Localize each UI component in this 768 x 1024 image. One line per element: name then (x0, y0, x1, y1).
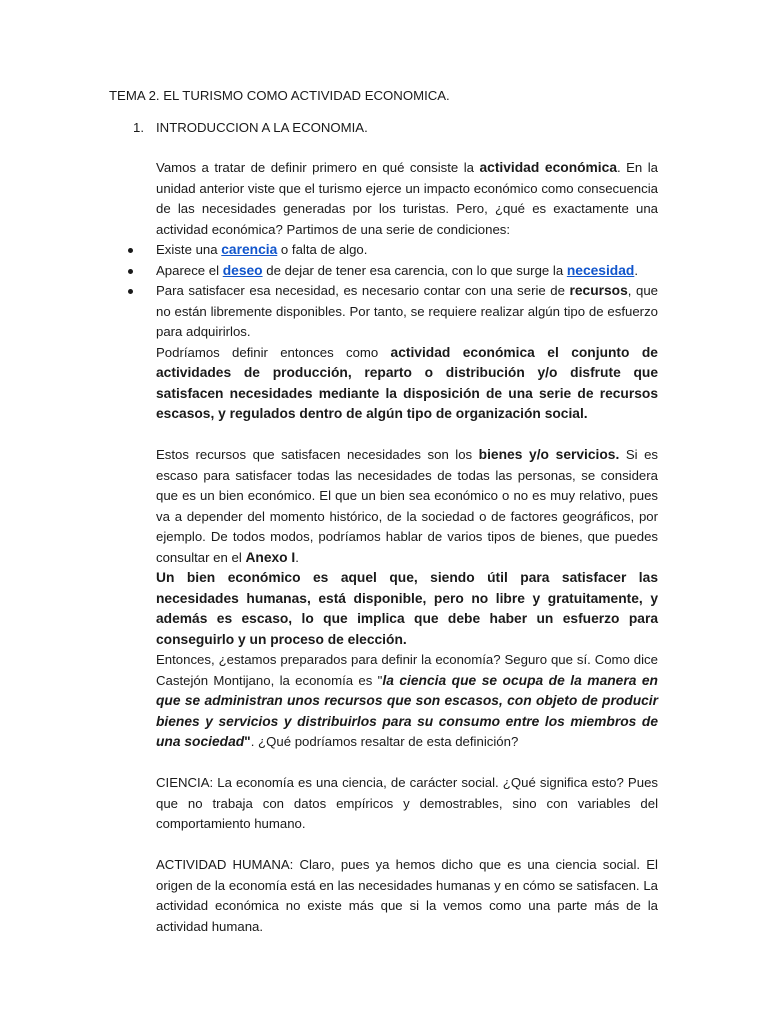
resources-text-3: . (295, 549, 299, 565)
section-heading (133, 118, 368, 138)
economia-paragraph (156, 650, 658, 753)
spacer (156, 835, 658, 856)
economia-text-2: . ¿Qué podríamos resaltar de esta definición? (250, 734, 519, 749)
list-item (156, 281, 658, 343)
intro-text-2: . En la unidad anterior viste que el turismo ejerce un impacto económico como consecuencia de las necesidades generadas por los turistas. Pero, ¿qué es exactamente una actividad económica? Partimos de una serie de condiciones: (156, 160, 658, 237)
list-item (156, 261, 658, 282)
bien-economico-paragraph: Un bien económico es aquel que, siendo útil para satisfacer las necesidades humanas, está disponible, pero no libre y gratuitamente, y además es escaso, lo que implica que debe haber un esfuerzo para conseguirlo y un proceso de elección. (156, 570, 658, 647)
ciencia-paragraph: CIENCIA: La economía es una ciencia, de carácter social. ¿Qué significa esto? Pues que no trabaja con datos empíricos y demostrables, sino con variables del comportamiento humano. (156, 775, 658, 831)
definition-bold: actividad económica el conjunto de actividades de producción, reparto o distribución y/o disfrute que satisfacen necesidades mediante la disposición de una serie de recursos escasos, y regulados dentro de algún tipo de organización social. (156, 344, 658, 421)
resources-text-1: Estos recursos que satisfacen necesidades son los (156, 447, 479, 462)
bullet-bold-term: recursos (569, 283, 628, 298)
definition-text: Podríamos definir entonces como (156, 344, 391, 360)
bullet-text: Aparece el (156, 262, 223, 278)
bullet-text: de dejar de tener esa carencia, con lo que surge la (262, 262, 567, 278)
intro-bold-term: actividad económica (479, 160, 617, 175)
bullet-text: Existe una (156, 242, 222, 257)
actividad-humana-paragraph: ACTIVIDAD HUMANA: Claro, pues ya hemos dicho que es una ciencia social. El origen de la economía está en las necesidades humanas y en cómo se satisfacen. La actividad económica no existe más que si la vemos como una parte más de la actividad humana. (156, 857, 658, 934)
intro-paragraph (156, 158, 658, 240)
conditions-list (156, 240, 658, 343)
intro-text-1: Vamos a tratar de definir primero en qué consiste la (156, 160, 480, 175)
section-number: 1. (133, 120, 144, 135)
economia-text-1: Entonces, ¿estamos preparados para definir la economía? Seguro que sí. Como dice Castejón Montijano, la economía es " (156, 652, 658, 688)
section-heading-text: INTRODUCCION A LA ECONOMIA. (156, 120, 368, 135)
spacer (156, 425, 658, 446)
spacer (156, 753, 658, 774)
carencia-link[interactable]: carencia (221, 242, 278, 257)
definition-paragraph (156, 343, 658, 425)
resources-bold-1: bienes y/o servicios. (478, 447, 620, 462)
deseo-link[interactable]: deseo (222, 262, 263, 278)
resources-paragraph (156, 445, 658, 568)
economia-quote-mark: " (244, 734, 251, 749)
economia-quote: la ciencia que se ocupa de la manera en que se administran unos recursos que son escasos, con objeto de producir bienes y servicios y distribuirlos para su consumo entre los miembros de una sociedad (156, 672, 658, 749)
necesidad-link[interactable]: necesidad (566, 262, 635, 278)
bullet-text: Para satisfacer esa necesidad, es necesario contar con una serie de (156, 283, 570, 298)
document-title: TEMA 2. EL TURISMO COMO ACTIVIDAD ECONOMICA. (109, 88, 450, 103)
bullet-text: . (634, 262, 638, 278)
anexo-reference: Anexo I (245, 549, 296, 565)
bullet-text: , que no están libremente disponibles. Por tanto, se requiere realizar algún tipo de esfuerzo para adquirirlos. (156, 283, 658, 339)
list-item (156, 240, 658, 261)
resources-text-2: Si es escaso para satisfacer todas las necesidades de todas las personas, se considera que es un bien económico. El que un bien sea económico o no es muy relativo, pues va a depender del momento histórico, de la sociedad o de factores geográficos, por ejemplo. De todos modos, podríamos hablar de varios tipos de bienes, que puedes consultar en el (156, 447, 658, 565)
bullet-text: o falta de algo. (277, 242, 368, 257)
document-body (156, 158, 658, 937)
